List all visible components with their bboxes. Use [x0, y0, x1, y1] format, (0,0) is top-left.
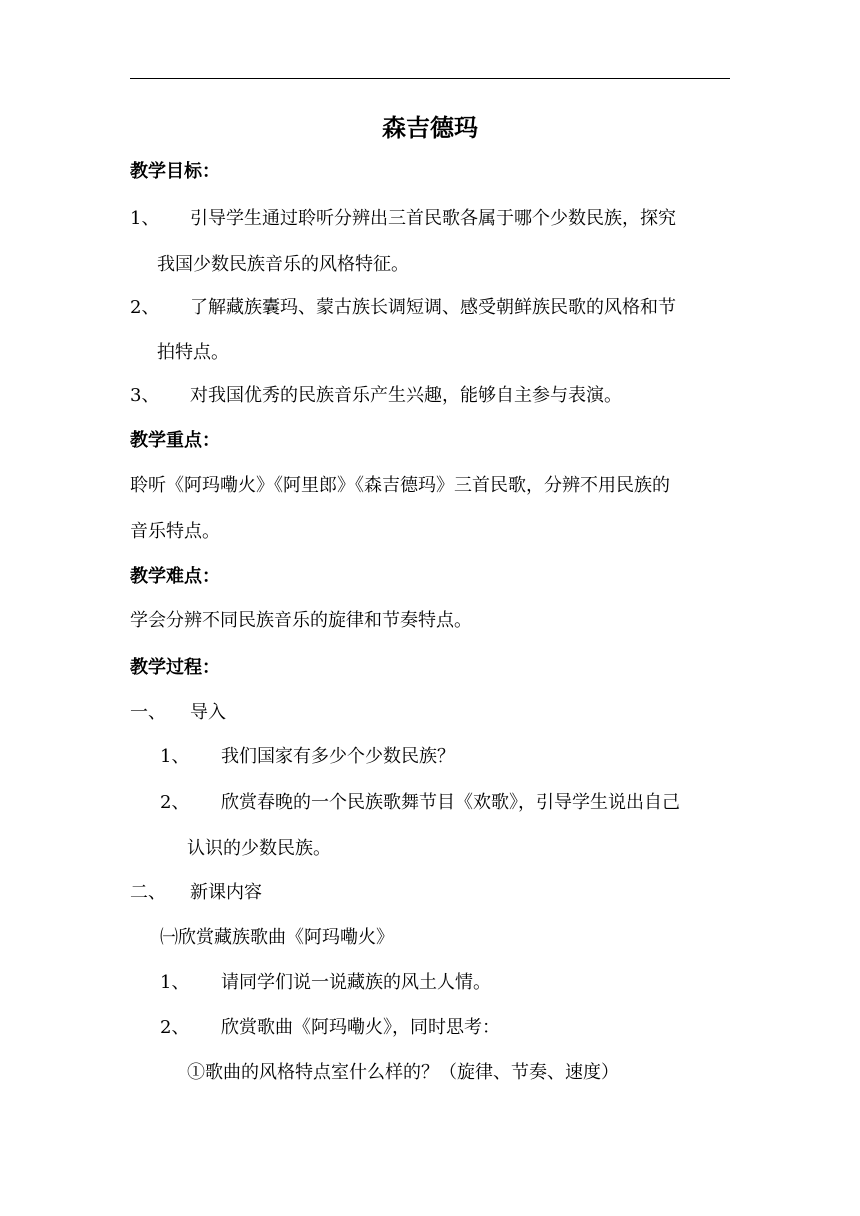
objective-1-number: 1、: [130, 208, 160, 229]
section1-number: 一、: [130, 702, 166, 723]
section2-item1-number: 1、: [160, 972, 190, 993]
objective-2-line2: 拍特点。: [157, 342, 229, 363]
objective-1-line2: 我国少数民族音乐的风格特征。: [157, 254, 409, 275]
section2-item1-text: 请同学们说一说藏族的风土人情。: [221, 972, 491, 993]
section2-number: 二、: [130, 882, 166, 903]
section1-item2-line2: 认识的少数民族。: [187, 838, 331, 859]
section2-item2-text: 欣赏歌曲《阿玛嘞火》，同时思考：: [221, 1017, 500, 1038]
section1-item2-line1: 欣赏春晚的一个民族歌舞节目《欢歌》，引导学生说出自己: [221, 792, 680, 813]
key-points-line1: 聆听《阿玛嘞火》《阿里郎》《森吉德玛》三首民歌，分辨不用民族的: [130, 475, 670, 496]
objective-2-number: 2、: [130, 297, 160, 318]
difficulties-text: 学会分辨不同民族音乐的旋律和节奏特点。: [130, 610, 472, 631]
section1-title: 导入: [190, 702, 226, 723]
objective-3-line1: 对我国优秀的民族音乐产生兴趣，能够自主参与表演。: [190, 385, 622, 406]
section1-item1-text: 我们国家有多少个少数民族？: [221, 746, 455, 767]
page-title: 森吉德玛: [382, 114, 478, 142]
section1-item1-number: 1、: [160, 746, 190, 767]
section2-title: 新课内容: [190, 882, 262, 903]
difficulties-heading: 教学难点：: [130, 566, 220, 587]
objective-2-line1: 了解藏族囊玛、蒙古族长调短调、感受朝鲜族民歌的风格和节: [190, 297, 676, 318]
header-rule: [130, 78, 730, 79]
section1-item2-number: 2、: [160, 792, 190, 813]
section2-subsection1: ㈠欣赏藏族歌曲《阿玛嘞火》: [160, 927, 394, 948]
objectives-heading: 教学目标：: [130, 161, 220, 182]
process-heading: 教学过程：: [130, 657, 220, 678]
key-points-heading: 教学重点：: [130, 430, 220, 451]
objective-3-number: 3、: [130, 385, 160, 406]
section2-question1: ①歌曲的风格特点室什么样的？（旋律、节奏、速度）: [187, 1062, 619, 1083]
section2-item2-number: 2、: [160, 1017, 190, 1038]
key-points-line2: 音乐特点。: [130, 521, 220, 542]
objective-1-line1: 引导学生通过聆听分辨出三首民歌各属于哪个少数民族，探究: [190, 208, 676, 229]
